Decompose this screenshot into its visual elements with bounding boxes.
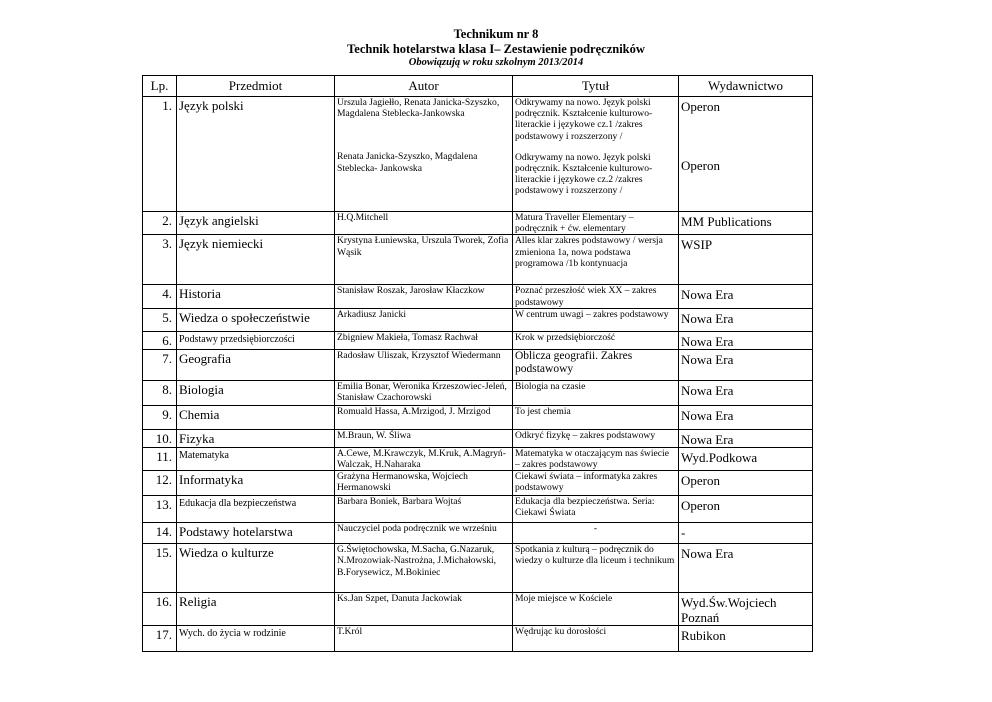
title-cell: [513, 308, 679, 331]
author-entry: Zbigniew Makieła, Tomasz Rachwał: [337, 331, 478, 343]
row-number: 7.: [143, 349, 177, 380]
row-number: 11.: [143, 447, 177, 470]
table-row: [143, 447, 813, 470]
row-number: 12.: [143, 471, 177, 496]
author-cell: [335, 380, 513, 405]
author-entry: Emilia Bonar, Weronika Krzeszowiec-Jeleń, Stanisław Czachorowski: [337, 380, 507, 404]
author-cell: [335, 523, 513, 544]
title-entry: Matematyka w otaczającym nas świecie – zakres podstawowy: [515, 447, 669, 471]
title-cell: [513, 380, 679, 405]
publisher-cell: [679, 235, 813, 285]
title-entry: Alles klar zakres podstawowy / wersja zmieniona 1a, nowa podstawa programowa /1b kontynuacja: [515, 235, 663, 269]
author-cell: [335, 97, 513, 212]
table-row: [143, 349, 813, 380]
subject-cell: Biologia: [177, 380, 335, 405]
col-header-subject: Przedmiot: [177, 76, 335, 97]
table-row: [143, 380, 813, 405]
publisher-entry: Nowa Era: [681, 287, 734, 303]
title-entry: -: [593, 523, 598, 535]
publisher-cell: [679, 471, 813, 496]
title-entry: Edukacja dla bezpieczeństwa. Seria: Ciekawi Świata: [515, 496, 655, 519]
header-row: [143, 76, 813, 97]
publisher-cell: [679, 349, 813, 380]
col-header-lp: Lp.: [143, 76, 177, 97]
title-cell: [513, 429, 679, 447]
subject-cell: Wiedza o kulturze: [177, 544, 335, 593]
title-entry: Biologia na czasie: [515, 380, 586, 392]
title-cell: [513, 626, 679, 652]
subject-cell: Informatyka: [177, 471, 335, 496]
row-number: 8.: [143, 380, 177, 405]
subject-cell: Geografia: [177, 349, 335, 380]
title-entry: Odkrywamy na nowo. Język polski podręcznik. Kształcenie kulturowo-literackie i językowe cz.1 /zakres podstawowy i rozszerzony /: [515, 97, 653, 142]
author-entry: Arkadiusz Janicki: [337, 308, 407, 320]
author-cell: [335, 235, 513, 285]
row-number: 15.: [143, 544, 177, 593]
row-number: 5.: [143, 308, 177, 331]
table-row: [143, 496, 813, 523]
table-row: [143, 593, 813, 626]
title-cell: [513, 285, 679, 308]
author-cell: [335, 447, 513, 470]
title-cell: [513, 471, 679, 496]
author-cell: [335, 349, 513, 380]
publisher-cell: [679, 447, 813, 470]
publisher-cell: [679, 496, 813, 523]
author-cell: [335, 212, 513, 235]
publisher-entry: Nowa Era: [681, 351, 734, 367]
author-entry: A.Cewe, M.Krawczyk, M.Kruk, A.Magryń-Walczak, H.Naharaka: [337, 447, 506, 471]
publisher-entry: WSIP: [681, 237, 713, 253]
title-entry: Krok w przedsiębiorczość: [515, 331, 616, 343]
publisher-entry: MM Publications: [681, 214, 772, 229]
title-cell: [513, 331, 679, 349]
subject-cell: Religia: [177, 593, 335, 626]
author-entry: Ks.Jan Szpet, Danuta Jackowiak: [337, 593, 462, 605]
publisher-cell: [679, 308, 813, 331]
publisher-entry: Nowa Era: [681, 431, 734, 447]
author-entry: Renata Janicka-Szyszko, Magdalena Steblecka- Jankowska: [337, 151, 478, 174]
row-number: 3.: [143, 235, 177, 285]
publisher-entry: Operon: [681, 473, 720, 489]
author-cell: [335, 308, 513, 331]
publisher-entry: Nowa Era: [681, 382, 734, 398]
row-number: 9.: [143, 405, 177, 429]
author-entry: T.Król: [337, 626, 363, 638]
title-entry: Odkrywamy na nowo. Język polski podręcznik. Kształcenie kulturowo-literackie i językowe cz.2 /zakres podstawowy i rozszerzony /: [515, 151, 653, 197]
title-entry: W centrum uwagi – zakres podstawowy: [515, 308, 669, 320]
publisher-entry: Wyd.Św.Wojciech Poznań: [681, 595, 777, 626]
title-entry: Wędrując ku dorosłości: [515, 626, 607, 638]
author-entry: H.Q.Mitchell: [337, 212, 389, 223]
title-entry: Spotkania z kulturą – podręcznik do wiedzy o kulturze dla liceum i technikum: [515, 544, 675, 567]
publisher-entry: Operon: [681, 158, 720, 173]
subject-cell: Matematyka: [177, 447, 335, 470]
author-entry: M.Braun, W. Śliwa: [337, 429, 411, 441]
author-entry: G.Świętochowska, M.Sacha, G.Nazaruk, N.Mrozowiak-Nastrożna, J.Michałowski, B.Forysewicz, M.Bokiniec: [337, 544, 497, 578]
title-cell: [513, 235, 679, 285]
row-number: 10.: [143, 429, 177, 447]
publisher-cell: [679, 97, 813, 212]
title-cell: [513, 544, 679, 593]
table-row: [143, 285, 813, 308]
col-header-title: Tytuł: [513, 76, 679, 97]
author-entry: Urszula Jagiełło, Renata Janicka-Szyszko, Magdalena Steblecka-Jankowska: [337, 97, 500, 120]
publisher-cell: [679, 285, 813, 308]
col-header-publisher: Wydawnictwo: [679, 76, 813, 97]
table-row: [143, 212, 813, 235]
author-entry: Krystyna Łuniewska, Urszula Tworek, Zofia Wąsik: [337, 235, 509, 258]
school-year-note: Obowiązują w roku szkolnym 2013/2014: [408, 57, 584, 68]
textbook-table: [142, 75, 813, 652]
publisher-entry: Nowa Era: [681, 546, 734, 562]
author-cell: [335, 496, 513, 523]
title-cell: [513, 97, 679, 212]
table-row: [143, 429, 813, 447]
subject-cell: Fizyka: [177, 429, 335, 447]
title-entry: Poznać przeszłość wiek XX – zakres podstawowy: [515, 285, 657, 308]
author-cell: [335, 285, 513, 308]
author-cell: [335, 471, 513, 496]
title-cell: [513, 496, 679, 523]
author-entry: Barbara Boniek, Barbara Wojtaś: [337, 496, 462, 508]
table-row: [143, 97, 813, 212]
document-title: Technik hotelarstwa klasa I– Zestawienie podręczników: [347, 42, 645, 56]
publisher-entry: Nowa Era: [681, 407, 734, 423]
author-cell: [335, 331, 513, 349]
table-row: [143, 523, 813, 544]
table-row: [143, 308, 813, 331]
publisher-cell: [679, 523, 813, 544]
row-number: 1.: [143, 97, 177, 212]
title-entry: Ciekawi świata – informatyka zakres podstawowy: [515, 471, 658, 494]
title-entry: Matura Traveller Elementary – podręcznik + ćw. elementary: [515, 212, 634, 235]
publisher-cell: [679, 544, 813, 593]
author-entry: Nauczyciel poda podręcznik we wrześniu: [337, 523, 497, 535]
title-cell: [513, 349, 679, 380]
row-number: 2.: [143, 212, 177, 235]
subject-cell: Edukacja dla bezpieczeństwa: [177, 496, 335, 523]
publisher-entry: -: [681, 525, 686, 541]
subject-cell: Podstawy przedsiębiorczości: [177, 331, 335, 349]
subject-cell: Historia: [177, 285, 335, 308]
subject-cell: Język niemiecki: [177, 235, 335, 285]
title-cell: [513, 523, 679, 544]
subject-cell: Wiedza o społeczeństwie: [177, 308, 335, 331]
publisher-entry: Operon: [681, 99, 720, 114]
author-cell: [335, 429, 513, 447]
author-cell: [335, 544, 513, 593]
col-header-author: Autor: [335, 76, 513, 97]
title-entry: Moje miejsce w Kościele: [515, 593, 613, 605]
row-number: 17.: [143, 626, 177, 652]
publisher-entry: Nowa Era: [681, 333, 734, 349]
publisher-cell: [679, 380, 813, 405]
row-number: 13.: [143, 496, 177, 523]
row-number: 6.: [143, 331, 177, 349]
publisher-cell: [679, 429, 813, 447]
author-entry: Romuald Hassa, A.Mrzigod, J. Mrzigod: [337, 405, 491, 417]
table-row: [143, 626, 813, 652]
subject-cell: Wych. do życia w rodzinie: [177, 626, 335, 652]
publisher-cell: [679, 626, 813, 652]
title-cell: [513, 593, 679, 626]
table-row: [143, 471, 813, 496]
subject-cell: Chemia: [177, 405, 335, 429]
subject-cell: Język angielski: [177, 212, 335, 235]
publisher-cell: [679, 331, 813, 349]
author-cell: [335, 626, 513, 652]
publisher-cell: [679, 405, 813, 429]
table-row: [143, 235, 813, 285]
document-header: [0, 27, 992, 69]
author-cell: [335, 593, 513, 626]
publisher-entry: Rubikon: [681, 628, 726, 644]
publisher-cell: [679, 593, 813, 626]
table-row: [143, 331, 813, 349]
author-entry: Radosław Uliszak, Krzysztof Wiedermann: [337, 349, 501, 361]
title-entry: Odkryć fizykę – zakres podstawowy: [515, 429, 656, 441]
author-cell: [335, 405, 513, 429]
row-number: 16.: [143, 593, 177, 626]
publisher-cell: [679, 212, 813, 235]
title-entry: To jest chemia: [515, 405, 571, 417]
row-number: 14.: [143, 523, 177, 544]
publisher-entry: Nowa Era: [681, 310, 734, 326]
author-entry: Stanisław Roszak, Jarosław Kłaczkow: [337, 285, 485, 297]
publisher-entry: Operon: [681, 498, 720, 514]
school-name: Technikum nr 8: [453, 27, 539, 41]
table-row: [143, 544, 813, 593]
title-entry: Oblicza geografii. Zakres podstawowy: [515, 349, 633, 375]
publisher-entry: Wyd.Podkowa: [681, 449, 758, 465]
title-cell: [513, 447, 679, 470]
row-number: 4.: [143, 285, 177, 308]
subject-cell: Język polski: [177, 97, 335, 212]
title-cell: [513, 405, 679, 429]
title-cell: [513, 212, 679, 235]
subject-cell: Podstawy hotelarstwa: [177, 523, 335, 544]
author-entry: Grażyna Hermanowska, Wojciech Hermanowski: [337, 471, 468, 494]
table-row: [143, 405, 813, 429]
